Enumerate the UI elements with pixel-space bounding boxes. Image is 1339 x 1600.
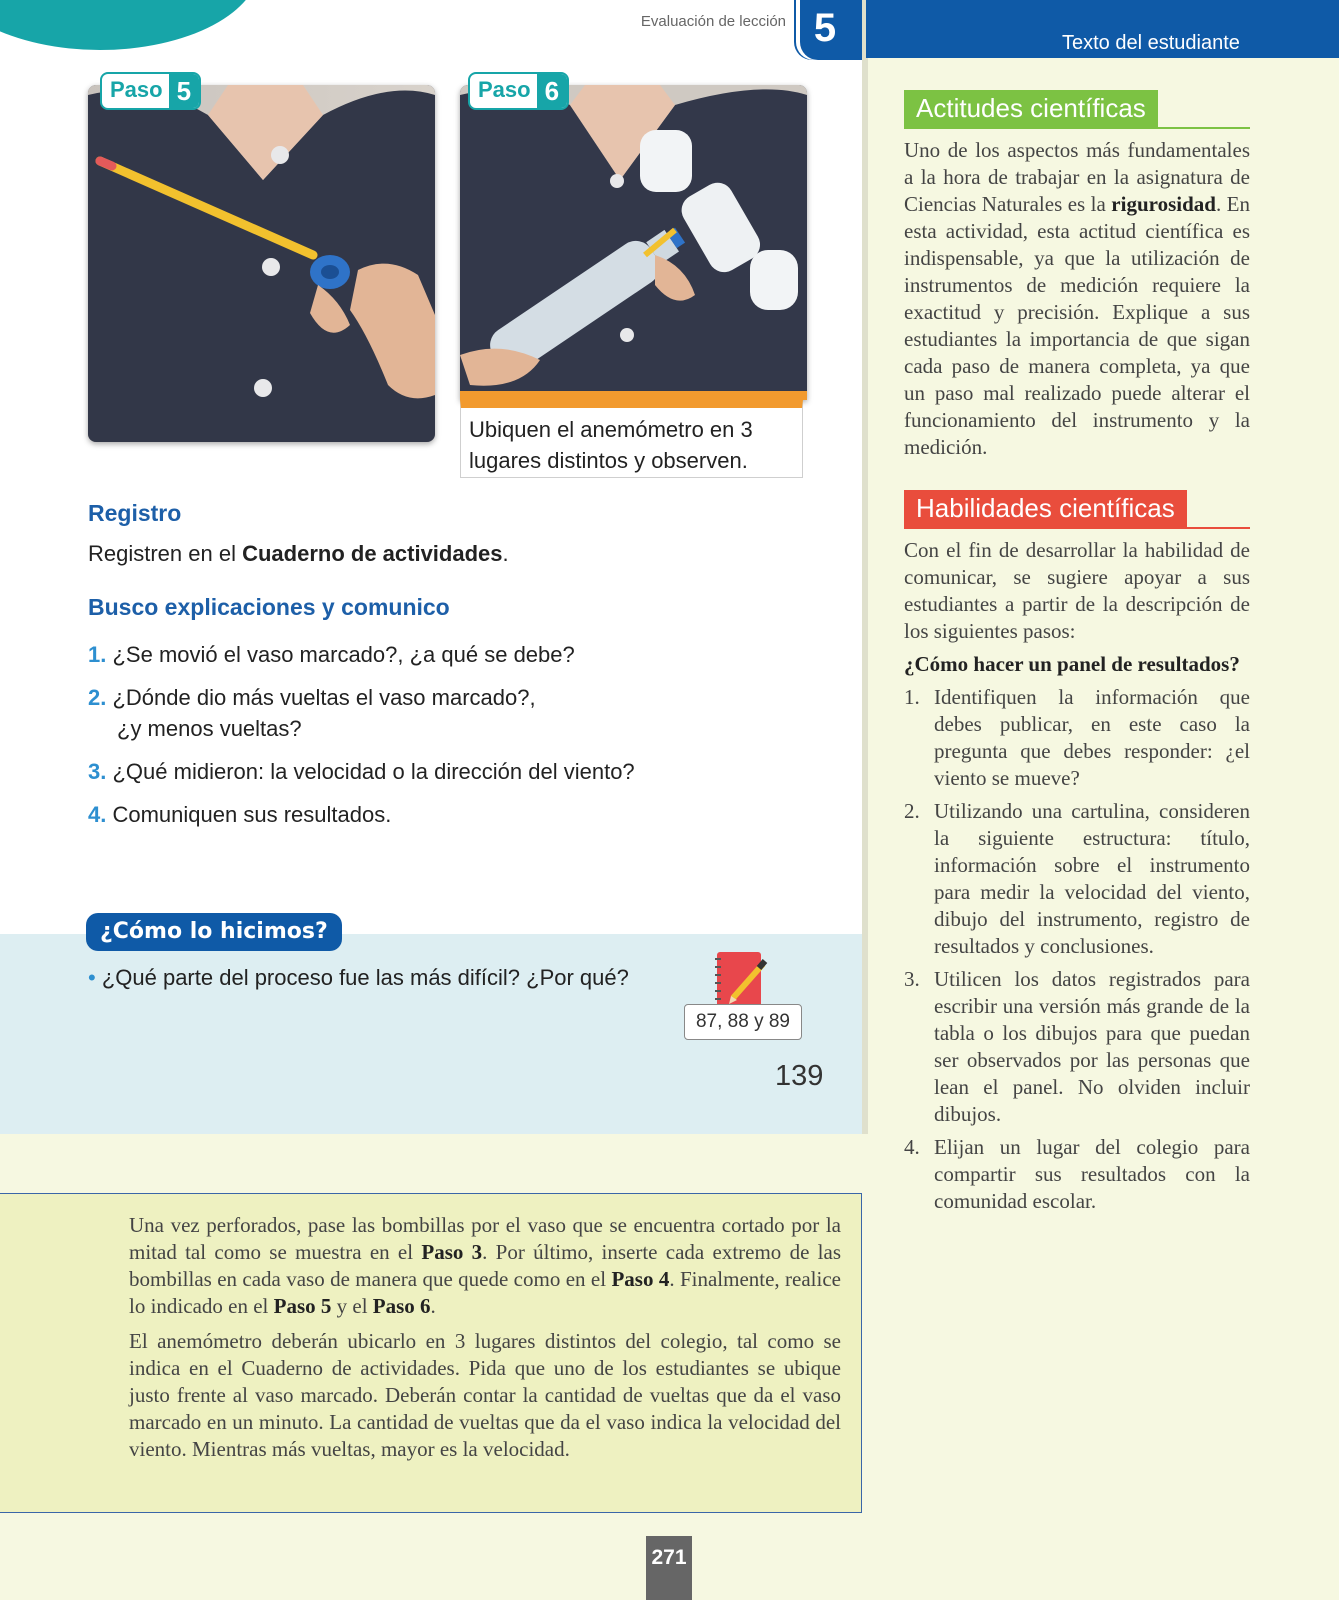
question-text: Comuniquen sus resultados. [112,802,392,827]
page-edge-shadow [862,0,868,1134]
habilidades-intro: Con el fin de desarrollar la habilidad de comunicar, se sugiere apoyar a sus estudiantes a partir de la descripción de los siguientes pasos: [904,538,1250,643]
bullet: • [88,965,96,990]
notes-bold: Paso 6 [372,1294,431,1318]
registro-heading: Registro [88,500,182,526]
notes-paragraph-2: El anemómetro deberán ubicarlo en 3 lugares distintos del colegio, tal como se indica en el Cuaderno de actividades. Pida que uno de los estudiantes se ubique justo frente al vaso marcado. Deberán contar la cantidad de vueltas que da el vaso marcado en un minuto. La cantidad de vueltas que da el vaso indica la velocidad del viento. Mientras más vueltas, mayor es la velocidad. [129,1329,841,1461]
step-badge-number: 5 [169,74,199,108]
student-page-number: 139 [775,1060,824,1092]
list-text: Identifiquen la información que debes publicar, en este caso la pregunta que debes responder: ¿el viento se mueve? [934,685,1250,790]
notes-text: y el [331,1294,373,1318]
step-6-illustration [460,85,807,400]
question-text: ¿Qué midieron: la velocidad o la dirección del viento? [112,759,635,784]
lesson-number: 5 [813,6,837,50]
list-item [904,684,1250,792]
notes-bold: Paso 5 [273,1294,332,1318]
list-number: 4. [904,1135,920,1159]
habilidades-section [904,490,1250,1221]
list-number: 1. [904,685,920,709]
question-text: ¿Se movió el vaso marcado?, ¿a qué se debe? [112,642,575,667]
question-number: 3. [88,759,107,784]
reflection-title: ¿Cómo lo hicimos? [86,913,342,951]
list-number: 3. [904,967,920,991]
student-text-label: Texto del estudiante [1062,32,1240,54]
evaluation-label: Evaluación de lección [640,13,786,30]
question-number: 2. [88,685,107,710]
registro-text-post: . [502,541,509,566]
notes-bold: Paso 3 [421,1240,483,1264]
reflection-question-text: ¿Qué parte del proceso fue las más difícil? ¿Por qué? [101,965,629,990]
notebook-icon [715,950,769,1010]
actitudes-text-post: . En esta actividad, esta actitud científica es indispensable, ya que la utilización de instrumentos de medición requiere la exactitud y precisión. Explique a sus estudiantes la importancia de que sigan cada paso de manera completa, ya que un paso mal realizado puede alterar el funcionamiento del instrumento y la medición. [904,192,1250,459]
step-5-photo [88,85,435,442]
list-number: 2. [904,799,920,823]
question-number: 4. [88,802,107,827]
workbook-pages-reference: 87, 88 y 89 [684,1004,802,1040]
list-item [904,1134,1250,1215]
list-item [904,966,1250,1128]
actitudes-text-pre: Uno de los aspectos más fundamentales a la hora de trabajar en la asignatura de Ciencias Naturales es la [904,138,1250,216]
actitudes-text-bold: rigurosidad [1111,192,1216,216]
question-3 [88,759,635,785]
question-1 [88,642,575,668]
step-badge-word: Paso [478,77,531,102]
question-2 [88,685,536,711]
registro-text-pre: Registren en el [88,541,243,566]
notes-text: . Finalmente, realice lo indicado en el [129,1267,841,1318]
question-text: ¿Dónde dio más vueltas el vaso marcado?, [112,685,536,710]
notes-text: Una vez perforados, pase las bombillas por el vaso que se encuentra cortado por la mitad tal como se muestra en el [129,1213,841,1264]
registro-text [88,541,509,567]
step-6-caption: Ubiquen el anemómetro en 3 lugares distintos y observen. [460,400,803,478]
actitudes-section [904,90,1250,461]
step-badge-word: Paso [110,77,163,102]
notes-paragraph-1 [129,1212,841,1320]
habilidades-heading: Habilidades científicas [904,490,1187,527]
notes-bold: Paso 4 [611,1267,670,1291]
list-text: Utilicen los datos registrados para escribir una versión más grande de la tabla o los dibujos para que puedan ser observados por las personas que lean el panel. No olviden incluir dibujos. [934,967,1250,1126]
question-2-continuation: ¿y menos vueltas? [117,716,302,741]
student-page [0,0,862,1134]
list-item [904,798,1250,960]
teal-corner-decoration [0,0,260,50]
question-4 [88,802,391,828]
habilidades-rule [904,527,1250,529]
actitudes-text [904,137,1250,461]
list-text: Elijan un lugar del colegio para compartir sus resultados con la comunidad escolar. [934,1135,1250,1213]
actitudes-rule [904,127,1250,129]
habilidades-subheading: ¿Cómo hacer un panel de resultados? [904,652,1240,676]
reflection-question [88,965,629,991]
step-6-badge [468,72,569,110]
notes-text: . Por último, inserte cada extremo de las bombillas en cada vaso de manera que quede como en el [129,1240,842,1291]
footer-page-number: 271 [646,1536,692,1600]
actitudes-heading: Actitudes científicas [904,90,1158,127]
step-6-photo [460,85,807,400]
list-text: Utilizando una cartulina, consideren la siguiente estructura: título, información sobre el instrumento para medir la velocidad del viento, dibujo del instrumento, registro de resultados y conclusiones. [934,799,1250,958]
step-badge-number: 6 [537,74,567,108]
habilidades-steps [904,684,1250,1215]
question-number: 1. [88,642,107,667]
registro-text-bold: Cuaderno de actividades [242,541,503,566]
notes-text: . [430,1294,436,1318]
step-5-illustration [88,85,435,442]
busco-heading: Busco explicaciones y comunico [88,594,450,620]
step-5-badge [100,72,201,110]
teacher-notes-box [0,1193,862,1513]
